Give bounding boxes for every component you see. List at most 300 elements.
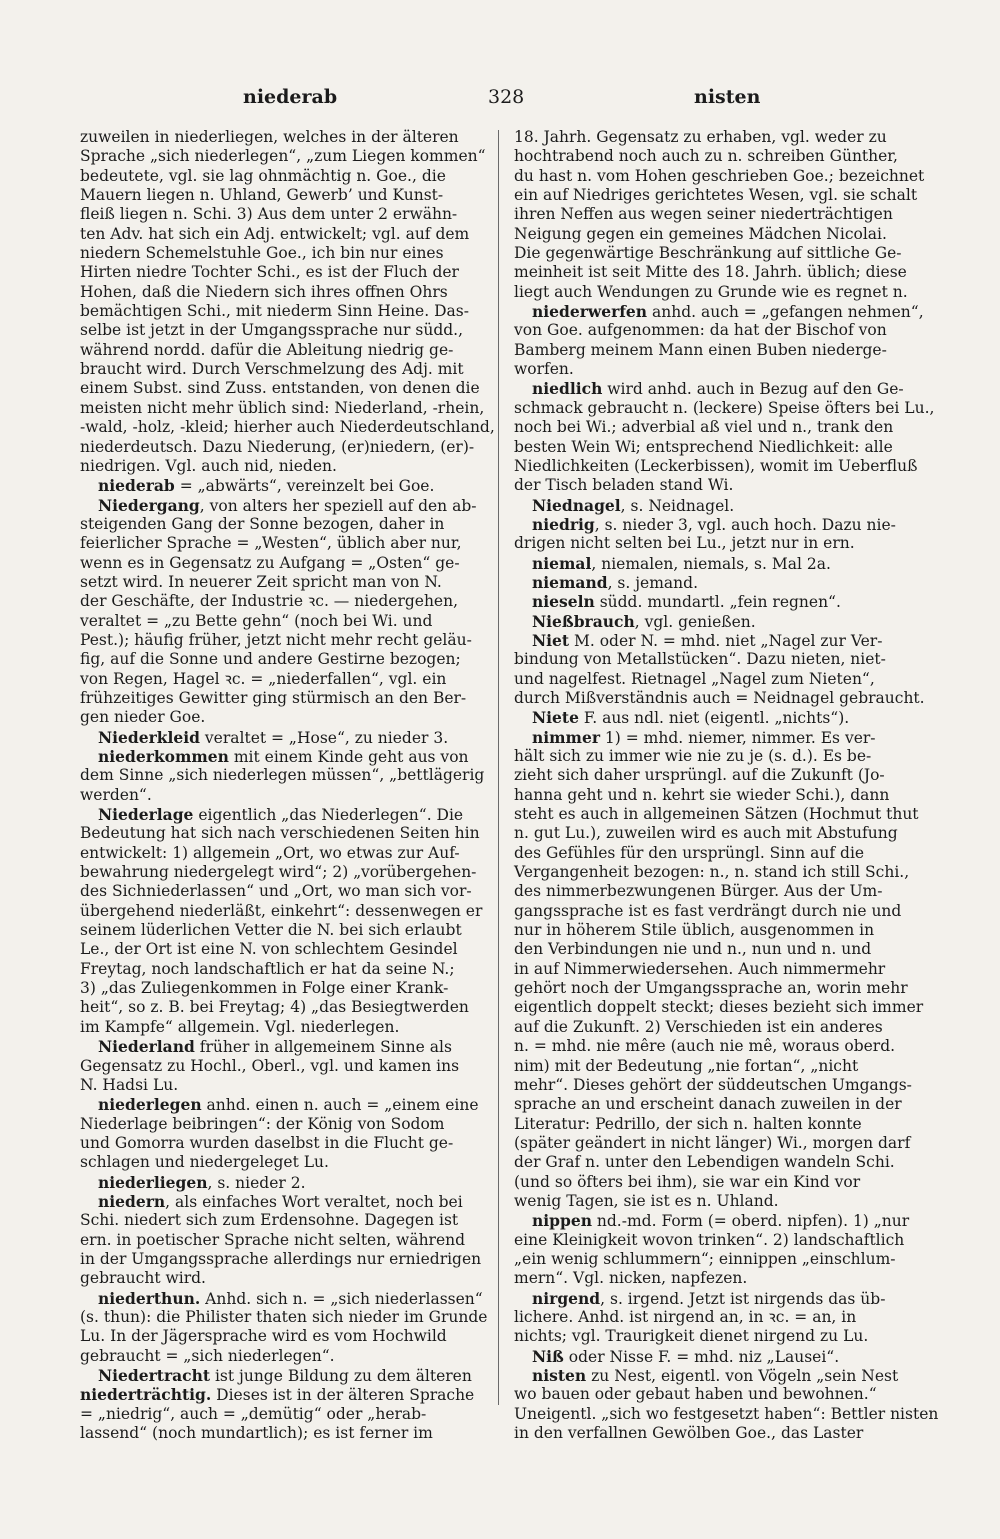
line-text: von Regen, Hagel ꝛc. = „niederfallen“, vgl. ein: [80, 669, 447, 688]
line-text: seinem lüderlichen Vetter die N. bei sich erlaubt: [80, 921, 462, 940]
line-text: Freytag, noch landschaftlich er hat da seine N.;: [80, 959, 455, 978]
text-line: [514, 1308, 928, 1327]
line-text: ist junge Bildung zu dem älteren: [210, 1367, 472, 1385]
line-text: ihren Neffen aus wegen seiner niederträchtigen: [514, 205, 893, 224]
text-line: [80, 1153, 494, 1172]
text-line: [514, 476, 928, 495]
line-text: bedeutete, vgl. sie lag ohnmächtig n. Goe., die: [80, 166, 446, 185]
text-line: [514, 882, 928, 901]
right-column: [514, 128, 939, 1443]
text-line: [80, 534, 494, 553]
text-line: [80, 592, 494, 611]
line-text: eine Kleinigkeit wovon trinken“. 2) landschaftlich: [514, 1230, 905, 1249]
text-line: [514, 302, 928, 321]
text-line: [514, 612, 928, 631]
line-text: nd.-md. Form (= oberd. nipfen). 1) „nur: [591, 1212, 910, 1231]
text-line: [514, 844, 928, 863]
text-line: [80, 418, 494, 437]
line-text: steht es auch in allgemeinen Sätzen (Hochmut thut: [514, 805, 919, 824]
text-line: [514, 1424, 928, 1443]
text-line: [80, 167, 494, 186]
line-text: wird anhd. auch in Bezug auf den Ge-: [602, 380, 904, 399]
text-line: [514, 205, 928, 224]
line-text: -wald, -holz, -kleid; hierher auch Niederdeutschland,: [80, 418, 495, 437]
text-line: [80, 457, 494, 476]
line-text: Dieses ist in der älteren Sprache: [211, 1386, 475, 1405]
line-text: , niemalen, niemals, s. Mal 2a.: [591, 554, 831, 573]
line-text: schlagen und niedergeleget Lu.: [80, 1153, 329, 1172]
text-line: [80, 979, 494, 998]
line-text: Niederlage beibringen“: der König von Sodom: [80, 1114, 445, 1133]
text-line: [80, 670, 494, 689]
line-text: „ein wenig schlummern“; einnippen „einschlum-: [514, 1249, 896, 1268]
headword: Niederlage: [98, 805, 194, 825]
headword: niederlegen: [98, 1095, 202, 1115]
line-text: noch bei Wi.; adverbial aß viel und n., trank den: [514, 418, 894, 437]
line-text: gebraucht = „sich niederlegen“.: [80, 1346, 335, 1365]
text-line: [80, 515, 494, 534]
line-text: zuweilen in niederliegen, welches in der älteren: [80, 128, 459, 146]
headword: Niedertracht: [98, 1366, 211, 1385]
line-text: mit einem Kinde geht aus von: [228, 748, 469, 766]
text-line: [514, 379, 928, 398]
text-line: [514, 554, 928, 573]
text-line: [80, 1289, 494, 1308]
headword: nimmer: [532, 727, 600, 747]
text-line: [80, 1250, 494, 1269]
line-text: meisten nicht mehr üblich sind: Niederland, -rhein,: [80, 398, 485, 417]
text-line: [80, 554, 494, 573]
line-text: werden“.: [80, 785, 152, 804]
text-line: [514, 979, 928, 998]
text-line: [80, 1076, 494, 1095]
text-line: [514, 263, 928, 282]
line-text: anhd. einen n. auch = „einem eine: [201, 1096, 479, 1115]
text-line: [514, 167, 928, 186]
line-text: zieht sich daher ursprüngl. auf die Zukunft (Jo-: [514, 766, 885, 785]
line-text: gehört noch der Umgangssprache an, worin mehr: [514, 979, 908, 998]
line-text: fleiß liegen n. Schi. 3) Aus dem unter 2 erwähn-: [80, 205, 458, 224]
text-line: [80, 1347, 494, 1366]
text-line: [514, 1018, 928, 1037]
line-text: niederdeutsch. Dazu Niederung, (er)niedern, (er)-: [80, 437, 475, 456]
page-header: [78, 86, 930, 116]
line-text: schmack gebraucht n. (leckere) Speise öfters bei Lu.,: [514, 398, 935, 417]
line-text: Die gegenwärtige Beschränkung auf sittliche Ge-: [514, 244, 902, 263]
text-line: [80, 341, 494, 360]
line-text: wo bauen oder gebaut haben und bewohnen.“: [514, 1385, 877, 1404]
headword: niemand: [532, 572, 608, 592]
text-line: [514, 360, 928, 379]
text-line: [514, 1327, 928, 1346]
line-text: der Tisch beladen stand Wi.: [514, 476, 734, 495]
line-text: , s. nieder 2.: [207, 1173, 306, 1192]
text-line: [514, 1057, 928, 1076]
text-line: [80, 612, 494, 631]
headword: niederträchtig.: [80, 1385, 212, 1405]
headword: nirgend: [532, 1288, 601, 1308]
line-text: (s. thun): die Philister thaten sich nieder im Grunde: [80, 1307, 488, 1326]
line-text: Bedeutung hat sich nach verschiedenen Seiten hin: [80, 824, 480, 843]
line-text: entwickelt: 1) allgemein „Ort, wo etwas zur Auf-: [80, 843, 460, 862]
headword: Niete: [532, 708, 579, 728]
headword: niederab: [98, 476, 175, 496]
line-text: Uneigentl. „sich wo festgesetzt haben“: Bettler nisten: [514, 1404, 939, 1423]
text-line: [80, 1018, 494, 1037]
text-line: [80, 186, 494, 205]
text-line: [514, 998, 928, 1017]
line-text: feierlicher Sprache = „Westen“, üblich aber nur,: [80, 534, 462, 553]
line-text: der Graf n. unter den Lebendigen wandeln Schi.: [514, 1153, 895, 1172]
text-line: [80, 1269, 494, 1288]
text-line: [80, 1211, 494, 1230]
headword: Niederland: [98, 1037, 195, 1057]
line-text: liegt auch Wendungen zu Grunde wie es regnet n.: [514, 282, 908, 301]
text-line: [514, 747, 928, 766]
line-text: Hirten niedre Tochter Schi., es ist der Fluch der: [80, 263, 459, 282]
line-text: setzt wird. In neuerer Zeit spricht man von N.: [80, 572, 442, 591]
text-line: [80, 805, 494, 824]
text-line: [80, 1327, 494, 1346]
line-text: frühzeitiges Gewitter ging stürmisch an den Ber-: [80, 688, 467, 707]
text-line: [80, 379, 494, 398]
text-line: [80, 902, 494, 921]
line-text: des Gefühles für den ursprüngl. Sinn auf die: [514, 843, 865, 862]
text-line: [514, 438, 928, 457]
text-line: [80, 225, 494, 244]
line-text: M. oder N. = mhd. niet „Nagel zur Ver-: [569, 631, 883, 650]
text-line: [514, 1347, 928, 1366]
text-line: [514, 786, 928, 805]
text-line: [514, 863, 928, 882]
right-guide-word: nisten: [694, 86, 761, 108]
text-line: [80, 1385, 494, 1404]
line-text: mehr“. Dieses gehört der süddeutschen Umgangs-: [514, 1075, 912, 1094]
text-line: [514, 960, 928, 979]
text-line: [514, 186, 928, 205]
line-text: Gegensatz zu Hochl., Oberl., vgl. und kamen ins: [80, 1056, 460, 1075]
text-line: [514, 1404, 939, 1424]
text-line: [514, 573, 928, 592]
line-text: in den verfallnen Gewölben Goe., das Laster: [514, 1424, 864, 1443]
text-line: [80, 1134, 494, 1153]
line-text: = „abwärts“, vereinzelt bei Goe.: [174, 477, 435, 496]
text-line: [514, 650, 928, 669]
text-line: [80, 205, 494, 224]
text-line: [514, 1192, 928, 1211]
line-text: eigentlich „das Niederlegen“. Die: [193, 806, 464, 825]
line-text: bemächtigen Schi., mit niederm Sinn Heine. Das-: [80, 302, 469, 321]
line-text: eigentlich doppelt steckt; dieses bezieht sich immer: [514, 998, 924, 1017]
text-line: [514, 534, 928, 553]
line-text: der Geschäfte, der Industrie ꝛc. — niedergehen,: [80, 592, 459, 611]
line-text: 18. Jahrh. Gegensatz zu erhaben, vgl. weder zu: [514, 128, 887, 146]
line-text: wenn es in Gegensatz zu Aufgang = „Osten“ ge-: [80, 553, 460, 572]
line-text: Bamberg meinem Mann einen Buben niederge-: [514, 340, 887, 359]
line-text: dem Sinne „sich niederlegen müssen“, „bettlägerig: [80, 766, 485, 785]
line-text: gangssprache ist es fast verdrängt durch nie und: [514, 901, 902, 920]
line-text: bewahrung niedergelegt wird“; 2) „vorübergehen-: [80, 863, 477, 882]
headword: niedrig: [532, 514, 595, 534]
line-text: braucht wird. Durch Verschmelzung des Adj. mit: [80, 360, 464, 379]
line-text: nim) mit der Bedeutung „nie fortan“, „nicht: [514, 1056, 859, 1075]
text-line: [514, 1269, 928, 1288]
line-text: ern. in poetischer Sprache nicht selten, während: [80, 1230, 466, 1249]
line-text: des nimmerbezwungenen Bürger. Aus der Um-: [514, 882, 883, 901]
line-text: Neigung gegen ein gemeines Mädchen Nicolai.: [514, 224, 887, 243]
text-line: [80, 921, 494, 940]
text-line: [80, 1424, 494, 1443]
text-line: [80, 283, 494, 302]
headword: Niet: [532, 630, 570, 650]
line-text: , als einfaches Wort veraltet, noch bei: [165, 1192, 463, 1211]
text-line: [514, 805, 928, 824]
line-text: Lu. In der Jägersprache wird es vom Hochwild: [80, 1327, 447, 1346]
text-line: [80, 1095, 494, 1114]
line-text: heit“, so z. B. bei Freytag; 4) „das Besiegtwerden: [80, 998, 469, 1017]
text-line: [80, 728, 494, 747]
line-text: meinheit ist seit Mitte des 18. Jahrh. üblich; diese: [514, 263, 907, 282]
text-line: [514, 940, 928, 959]
line-text: den Verbindungen nie und n., nun und n. und: [514, 940, 872, 959]
headword: nisten: [532, 1366, 587, 1385]
page-number: 328: [488, 86, 525, 108]
line-text: = „niedrig“, auch = „demütig“ oder „herab-: [80, 1404, 427, 1423]
headword: Niednagel: [532, 495, 621, 515]
text-line: [80, 998, 494, 1017]
text-line: [80, 631, 494, 650]
line-text: n. = mhd. nie mêre (auch nie mê, woraus oberd.: [514, 1037, 896, 1056]
text-line: [80, 786, 494, 805]
text-line: [80, 147, 494, 166]
text-line: [514, 1231, 928, 1250]
text-line: [514, 1076, 928, 1095]
line-text: Hohen, daß die Niedern sich ihres offnen Ohrs: [80, 282, 448, 301]
line-text: übergehend niederläßt, einkehrt“: dessenwegen er: [80, 901, 483, 920]
line-text: du hast n. vom Hohen geschrieben Goe.; bezeichnet: [514, 166, 925, 185]
headword: Niedergang: [98, 495, 200, 515]
line-text: früher in allgemeinem Sinne als: [194, 1038, 452, 1057]
text-line: [514, 728, 928, 747]
line-text: niedern Schemelstuhle Goe., ich bin nur eines: [80, 244, 444, 263]
text-line: [514, 418, 928, 437]
text-line: [514, 398, 935, 418]
text-line: [80, 1057, 494, 1076]
line-text: gebraucht wird.: [80, 1269, 206, 1288]
text-line: [80, 128, 494, 147]
line-text: (später geändert in nicht länger) Wi., morgen darf: [514, 1133, 911, 1152]
text-line: [514, 128, 928, 147]
text-line: [514, 283, 928, 302]
text-line: [80, 573, 494, 592]
line-text: lassend“ (noch mundartlich); es ist ferner im: [80, 1424, 433, 1443]
line-text: auf die Zukunft. 2) Verschieden ist ein anderes: [514, 1017, 883, 1036]
text-line: [80, 650, 494, 669]
text-line: [514, 515, 928, 534]
line-text: N. Hadsi Lu.: [80, 1075, 179, 1094]
text-line: [80, 1192, 494, 1211]
line-text: veraltet = „Hose“, zu nieder 3.: [200, 728, 449, 747]
line-text: einem Subst. sind Zuss. entstanden, von denen die: [80, 379, 480, 398]
line-text: hält sich zu immer wie nie zu je (s. d.). Es be-: [514, 747, 872, 765]
text-line: [514, 592, 928, 611]
line-text: sprache an und erscheint danach zuweilen in der: [514, 1095, 902, 1114]
line-text: in der Umgangssprache allerdings nur erniedrigen: [80, 1249, 482, 1268]
text-line: [514, 1095, 928, 1114]
text-line: [514, 1211, 928, 1230]
line-text: , s. irgend. Jetzt ist nirgends das üb-: [600, 1289, 886, 1308]
text-line: [514, 341, 928, 360]
text-line: [514, 902, 928, 921]
headword: Niß: [532, 1346, 564, 1366]
text-line: [80, 1366, 494, 1385]
line-text: , s. Neidnagel.: [620, 496, 735, 515]
text-line: [80, 496, 494, 515]
text-line: [80, 960, 494, 979]
text-line: [80, 438, 494, 457]
line-text: 1) = mhd. niemer, nimmer. Es ver-: [600, 728, 876, 747]
column-divider: [498, 130, 499, 1405]
line-text: im Kampfe“ allgemein. Vgl. niederlegen.: [80, 1017, 400, 1036]
line-text: nur in höherem Stile üblich, ausgenommen in: [514, 921, 875, 940]
text-line: [514, 824, 928, 843]
text-line: [514, 1289, 928, 1308]
text-line: [80, 302, 494, 321]
line-text: Le., der Ort ist eine N. von schlechtem Gesindel: [80, 940, 458, 959]
text-line: [80, 244, 494, 263]
line-text: des Sichniederlassen“ und „Ort, wo man sich vor-: [80, 882, 472, 901]
line-text: südd. mundartl. „fein regnen“.: [594, 593, 841, 612]
line-text: gen nieder Goe.: [80, 708, 206, 727]
line-text: besten Wein Wi; entsprechend Niedlichkeit: alle: [514, 437, 893, 456]
text-line: [80, 1173, 494, 1192]
line-text: Vergangenheit bezogen: n., n. stand ich still Schi.,: [514, 863, 910, 882]
text-line: [514, 670, 928, 689]
line-text: hochtrabend noch auch zu n. schreiben Günther,: [514, 147, 898, 166]
text-line: [80, 708, 494, 727]
line-text: Niedlichkeiten (Leckerbissen), womit im Ueberfluß: [514, 456, 918, 475]
text-line: [514, 147, 928, 166]
text-line: [514, 1250, 928, 1269]
line-text: (und so öfters bei ihm), sie war ein Kind vor: [514, 1172, 861, 1191]
headword: niederkommen: [98, 747, 229, 766]
text-line: [80, 747, 494, 766]
line-text: Mauern liegen n. Uhland, Gewerb’ und Kunst-: [80, 186, 444, 205]
text-line: [80, 940, 494, 959]
text-line: [80, 263, 494, 282]
line-text: steigenden Gang der Sonne bezogen, daher in: [80, 514, 445, 533]
headword: Niederkleid: [98, 727, 200, 747]
text-line: [80, 1231, 494, 1250]
text-line: [514, 1134, 928, 1153]
line-text: anhd. auch = „gefangen nehmen“,: [647, 303, 924, 322]
line-text: , vgl. genießen.: [634, 612, 756, 631]
text-line: [514, 766, 928, 785]
line-text: nichts; vgl. Traurigkeit dienet nirgend zu Lu.: [514, 1327, 869, 1346]
line-text: während nordd. dafür die Ableitung niedrig ge-: [80, 340, 454, 359]
line-text: durch Mißverständnis auch = Neidnagel gebraucht.: [514, 688, 925, 707]
line-text: ten Adv. hat sich ein Adj. entwickelt; vgl. auf dem: [80, 224, 470, 243]
line-text: lichere. Anhd. ist nirgend an, in ꝛc. = an, in: [514, 1307, 857, 1326]
line-text: drigen nicht selten bei Lu., jetzt nur in ern.: [514, 534, 855, 553]
line-text: Pest.); häufig früher, jetzt nicht mehr recht geläu-: [80, 630, 472, 649]
line-text: mern“. Vgl. nicken, napfezen.: [514, 1269, 748, 1288]
text-line: [80, 360, 494, 379]
line-text: worfen.: [514, 360, 574, 379]
text-line: [514, 689, 928, 708]
text-line: [80, 1115, 494, 1134]
line-text: Literatur: Pedrillo, der sich n. halten konnte: [514, 1114, 862, 1133]
text-line: [80, 321, 494, 340]
line-text: und Gomorra wurden daselbst in die Flucht ge-: [80, 1133, 454, 1152]
line-text: niedrigen. Vgl. auch nid, nieden.: [80, 456, 337, 475]
headword: niedern: [98, 1191, 166, 1211]
headword: niederliegen: [98, 1172, 208, 1192]
text-line: [80, 882, 494, 901]
text-line: [80, 689, 494, 708]
left-guide-word: niederab: [243, 86, 338, 108]
line-text: ein auf Niedriges gerichtetes Wesen, vgl. sie schalt: [514, 186, 918, 205]
text-line: [514, 631, 928, 650]
line-text: hanna geht und n. kehrt sie wieder Schi.), dann: [514, 785, 890, 804]
text-line: [514, 1037, 928, 1056]
headword: nippen: [532, 1211, 592, 1231]
text-line: [80, 863, 494, 882]
text-line: [80, 1037, 494, 1056]
line-text: F. aus ndl. niet (eigentl. „nichts“).: [578, 709, 850, 728]
line-text: oder Nisse F. = mhd. niz „Lausei“.: [563, 1347, 840, 1366]
text-line: [514, 1366, 928, 1385]
left-column: [80, 128, 495, 1443]
text-line: [80, 1308, 494, 1327]
text-line: [514, 921, 928, 940]
line-text: in auf Nimmerwiedersehen. Auch nimmermehr: [514, 959, 886, 978]
text-line: [514, 1173, 928, 1192]
headword: nieseln: [532, 592, 595, 612]
text-line: [80, 824, 494, 843]
line-text: Sprache „sich niederlegen“, „zum Liegen kommen“: [80, 147, 486, 166]
line-text: n. gut Lu.), zuweilen wird es auch mit Abstufung: [514, 824, 898, 843]
line-text: bindung von Metallstücken“. Dazu nieten, niet-: [514, 650, 886, 669]
line-text: , von alters her speziell auf den ab-: [199, 496, 477, 515]
headword: niemal: [532, 553, 592, 573]
line-text: selbe ist jetzt in der Umgangssprache nur südd.,: [80, 321, 464, 340]
text-line: [514, 457, 928, 476]
text-line: [514, 1115, 928, 1134]
line-text: und nagelfest. Rietnagel „Nagel zum Nieten“,: [514, 669, 875, 688]
line-text: Anhd. sich n. = „sich niederlassen“: [200, 1289, 483, 1308]
text-line: [514, 1385, 928, 1404]
line-text: 3) „das Zuliegenkommen in Folge einer Krank-: [80, 979, 449, 998]
line-text: von Goe. aufgenommen: da hat der Bischof von: [514, 321, 887, 340]
text-line: [80, 844, 494, 863]
text-line: [514, 225, 928, 244]
text-line: [514, 496, 928, 515]
line-text: , s. nieder 3, vgl. auch hoch. Dazu nie-: [594, 515, 896, 534]
text-line: [514, 708, 928, 727]
text-line: [80, 399, 494, 418]
line-text: wenig Tagen, sie ist es n. Uhland.: [514, 1191, 779, 1210]
line-text: , s. jemand.: [607, 573, 698, 592]
headword: niederwerfen: [532, 302, 648, 322]
text-line: [514, 321, 928, 340]
line-text: fig, auf die Sonne und andere Gestirne bezogen;: [80, 650, 461, 669]
text-line: [514, 244, 928, 263]
text-line: [514, 1153, 928, 1172]
line-text: Schi. niedert sich zum Erdensohne. Dagegen ist: [80, 1211, 459, 1230]
text-line: [80, 766, 494, 785]
headword: niedlich: [532, 379, 603, 399]
